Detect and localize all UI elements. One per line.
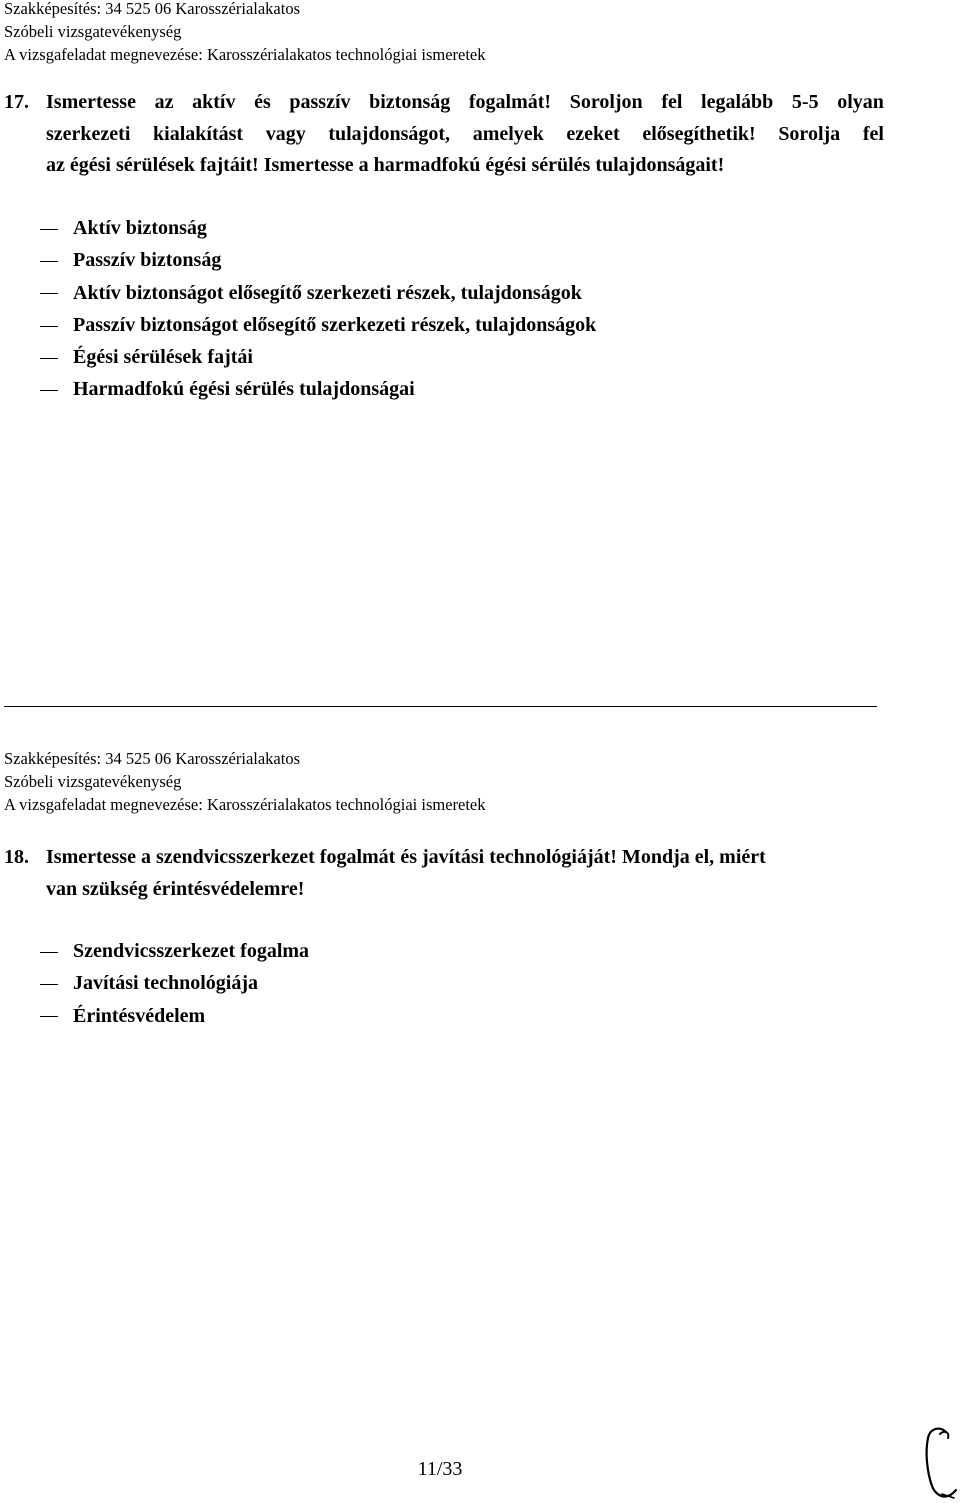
- question-text-line-1: [46, 87, 884, 119]
- list-item: Égési sérülések fajtái: [40, 341, 596, 373]
- list-item: Aktív biztonságot elősegítő szerkezeti részek, tulajdonságok: [40, 277, 596, 309]
- question-word: fel: [862, 122, 884, 145]
- question-word: amelyek: [472, 122, 544, 145]
- dash-bullet-icon: [40, 358, 58, 359]
- question-word: biztonság: [369, 91, 451, 113]
- answer-outline-18: [40, 935, 309, 1032]
- question-17: [4, 87, 884, 182]
- question-word: tulajdonságot,: [328, 122, 451, 145]
- list-item: Passzív biztonság: [40, 244, 596, 276]
- question-word: Ismertesse: [46, 91, 136, 113]
- list-item: Javítási technológiája: [40, 967, 309, 999]
- dash-bullet-icon: [40, 261, 58, 262]
- question-word: az: [154, 91, 174, 113]
- dash-bullet-icon: [40, 390, 58, 391]
- dash-bullet-icon: [40, 293, 58, 294]
- list-item: Aktív biztonság: [40, 212, 596, 244]
- question-word: fel: [661, 91, 683, 113]
- question-word: ezeket: [566, 122, 620, 145]
- header-exam-type: Szóbeli vizsgatevékenység: [4, 772, 182, 791]
- page-break-rule: [4, 706, 877, 707]
- question-text-line-2: van szükség érintésvédelemre!: [46, 877, 305, 900]
- question-word: aktív: [192, 91, 236, 113]
- question-text-line-2: [4, 119, 884, 151]
- list-item: Harmadfokú égési sérülés tulajdonságai: [40, 373, 596, 405]
- dash-bullet-icon: [40, 984, 58, 985]
- header-task-name: A vizsgafeladat megnevezése: Karosszérialakatos technológiai ismeretek: [4, 795, 486, 814]
- question-word: Soroljon: [569, 91, 643, 113]
- question-word: és: [254, 91, 271, 113]
- header-exam-type: Szóbeli vizsgatevékenység: [4, 22, 182, 41]
- signature-mark: [918, 1424, 958, 1500]
- question-word: fogalmát!: [468, 91, 552, 113]
- question-word: szerkezeti: [46, 122, 131, 145]
- list-item: Szendvicsszerkezet fogalma: [40, 935, 309, 967]
- list-item: Passzív biztonságot elősegítő szerkezeti részek, tulajdonságok: [40, 309, 596, 341]
- question-number: 18.: [4, 846, 29, 868]
- dash-bullet-icon: [40, 326, 58, 327]
- dash-bullet-icon: [40, 1016, 58, 1017]
- header-qualification: Szakképesítés: 34 525 06 Karosszérialakatos: [4, 0, 301, 18]
- question-word: kialakítást: [153, 122, 244, 145]
- question-word: vagy: [265, 122, 306, 145]
- dash-bullet-icon: [40, 229, 58, 230]
- running-header-bottom: [4, 747, 486, 816]
- question-word: legalább: [701, 91, 774, 113]
- header-task-name: A vizsgafeladat megnevezése: Karosszérialakatos technológiai ismeretek: [4, 45, 486, 64]
- running-header-top: [4, 0, 486, 66]
- dash-bullet-icon: [40, 952, 58, 953]
- question-word: olyan: [837, 91, 884, 113]
- question-word: passzív: [289, 91, 351, 113]
- question-text-line-1: Ismertesse a szendvicsszerkezet fogalmát és javítási technológiáját! Mondja el, miért: [46, 846, 766, 868]
- question-word: 5-5: [791, 91, 819, 113]
- question-word: Sorolja: [778, 122, 841, 145]
- question-number: 17.: [4, 91, 29, 113]
- header-qualification: Szakképesítés: 34 525 06 Karosszérialakatos: [4, 749, 301, 768]
- page-number: 11/33: [417, 1458, 463, 1480]
- question-18: [4, 842, 884, 905]
- question-text-line-3: az égési sérülések fajtáit! Ismertesse a harmadfokú égési sérülés tulajdonságait!: [46, 154, 725, 176]
- answer-outline-17: [40, 212, 596, 406]
- list-item: Érintésvédelem: [40, 1000, 309, 1032]
- question-word: elősegíthetik!: [642, 122, 756, 145]
